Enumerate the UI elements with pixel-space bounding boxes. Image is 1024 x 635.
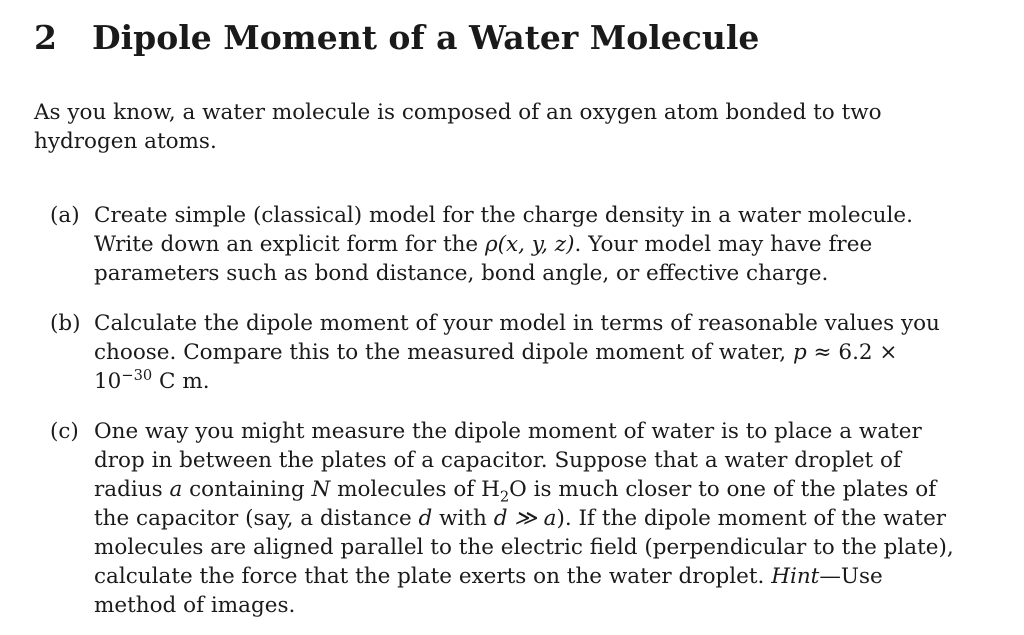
- item-label: (a): [50, 203, 80, 228]
- distance-relation: d ≫ a: [493, 506, 557, 531]
- item-text: One way you might measure the dipole moment of water is to place a water drop in between the plates of a capacitor. Suppose that a water droplet of radius: [94, 419, 922, 502]
- problem-item-c: [50, 417, 959, 620]
- section-number: 2: [34, 18, 57, 57]
- radius-symbol: a: [169, 477, 183, 502]
- dipole-symbol: p: [792, 340, 807, 365]
- item-text: Create simple (classical) model for the charge density in a water molecule. Write down an explicit form for the: [94, 203, 913, 257]
- item-text: Calculate the dipole moment of your model in terms of reasonable values you choose. Compare this to the measured dipole moment of water,: [94, 311, 940, 365]
- dipole-unit: C m.: [152, 369, 210, 394]
- molecule-count-symbol: N: [311, 477, 331, 502]
- distance-symbol: d: [418, 506, 433, 531]
- item-text: —Use method of images.: [94, 564, 883, 618]
- item-text: . Your model may have free parameters such as bond distance, bond angle, or effective charge.: [94, 232, 873, 286]
- hint-label: Hint: [771, 564, 820, 589]
- problem-item-a: [50, 201, 959, 288]
- problem-list: [50, 201, 959, 620]
- item-label: (c): [50, 419, 79, 444]
- item-label: (b): [50, 311, 81, 336]
- section-heading: [34, 16, 759, 60]
- item-text: containing: [182, 477, 312, 502]
- item-text: ). If the dipole moment of the water molecules are aligned parallel to the electric field (perpendicular to the plate), calculate the force that the plate exerts on the water droplet.: [94, 506, 954, 589]
- dipole-exponent: −30: [121, 366, 153, 384]
- item-text: with: [432, 506, 494, 531]
- problem-item-b: [50, 309, 959, 396]
- dipole-value: ≈ 6.2 × 10: [94, 340, 898, 394]
- item-text: O is much closer to one of the plates of the capacitor (say, a distance: [94, 477, 937, 531]
- subscript-two: 2: [499, 488, 510, 506]
- charge-density-expression: ρ(x, y, z): [485, 232, 575, 257]
- item-text: molecules of H: [330, 477, 500, 502]
- intro-paragraph: As you know, a water molecule is composed of an oxygen atom bonded to two hydrogen atoms.: [34, 100, 882, 154]
- section-title: Dipole Moment of a Water Molecule: [92, 18, 760, 57]
